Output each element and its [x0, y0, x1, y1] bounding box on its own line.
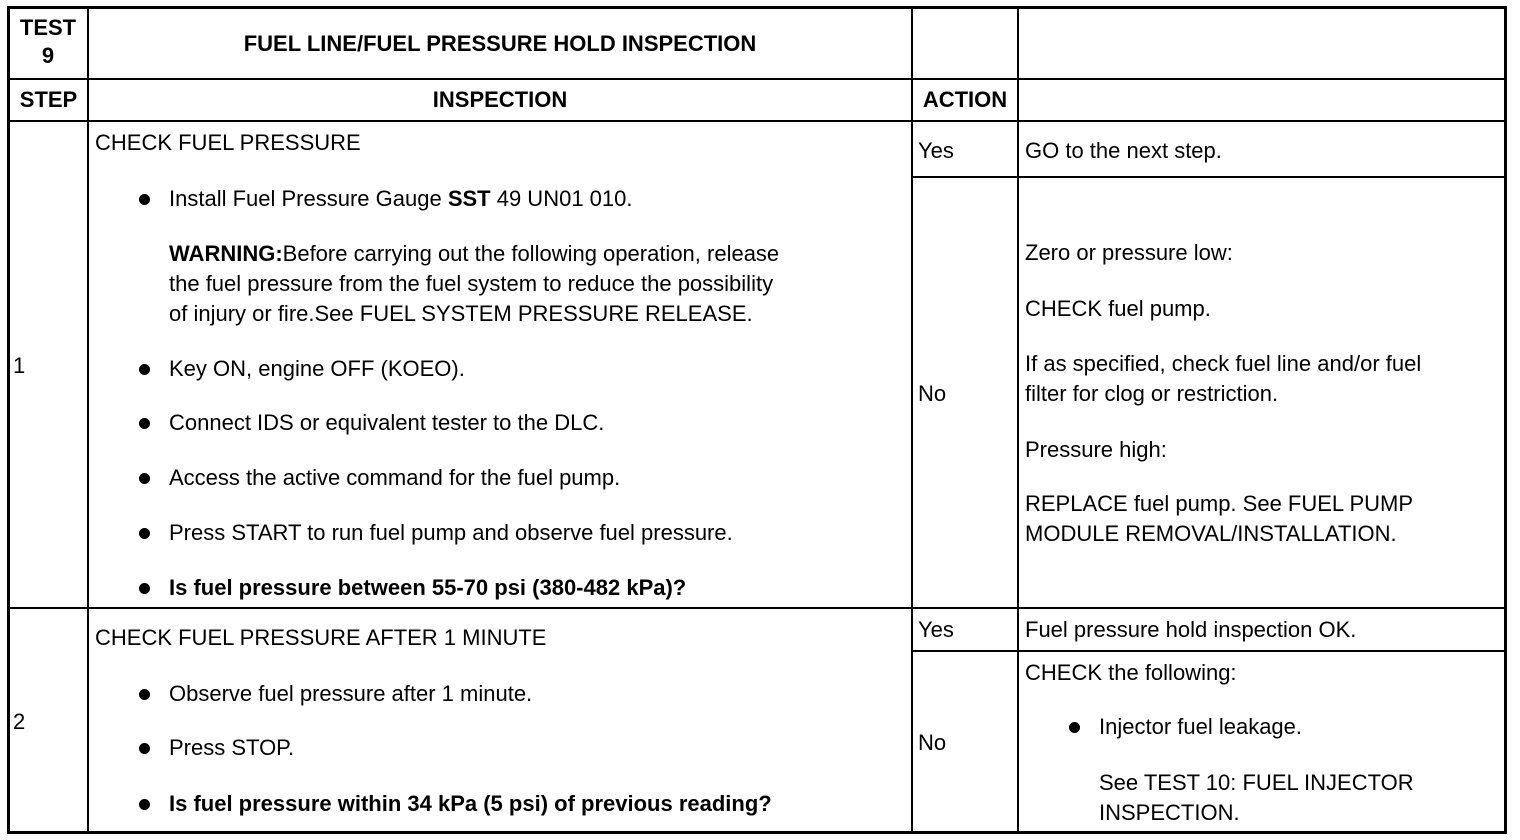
- col-header-action: ACTION: [922, 87, 1008, 112]
- col-header-step: STEP: [19, 87, 78, 112]
- inspection-instruction: Connect IDS or equivalent tester to the DLC.: [169, 410, 605, 435]
- action-no-text: Pressure high:: [1025, 437, 1167, 462]
- table-border-right: [1504, 6, 1507, 834]
- test-label: TEST: [19, 15, 77, 40]
- table-border-left: [7, 6, 10, 834]
- action-no-text: REPLACE fuel pump. See FUEL PUMP: [1025, 491, 1414, 516]
- action-no-text: filter for clog or restriction.: [1025, 381, 1279, 406]
- test-number: 9: [41, 43, 55, 68]
- bullet-icon: [139, 418, 150, 429]
- col-divider: [87, 6, 89, 834]
- col-divider: [1017, 6, 1019, 834]
- step-title: CHECK FUEL PRESSURE AFTER 1 MINUTE: [95, 625, 547, 650]
- row-divider: [912, 650, 1507, 652]
- row-divider: [7, 607, 1507, 609]
- action-no-text: INSPECTION.: [1099, 800, 1240, 825]
- action-no-text: See TEST 10: FUEL INJECTOR: [1099, 770, 1414, 795]
- action-no-text: CHECK the following:: [1025, 660, 1237, 685]
- warning-text: the fuel pressure from the fuel system to reduce the possibility: [169, 271, 774, 296]
- bullet-icon: [139, 743, 150, 754]
- bullet-icon: [139, 689, 150, 700]
- warning-text: WARNING:Before carrying out the following operation, release: [169, 241, 780, 266]
- warning-text: of injury or fire.See FUEL SYSTEM PRESSURE RELEASE.: [169, 301, 753, 326]
- bullet-icon: [139, 473, 150, 484]
- action-yes-text: Fuel pressure hold inspection OK.: [1025, 617, 1357, 642]
- action-yes-label: Yes: [918, 617, 954, 642]
- bullet-icon: [139, 528, 150, 539]
- action-yes-text: GO to the next step.: [1025, 138, 1222, 163]
- col-header-inspection: INSPECTION: [432, 87, 568, 112]
- table-border-top: [7, 6, 1507, 9]
- action-no-text: Zero or pressure low:: [1025, 240, 1233, 265]
- bullet-icon: [1069, 722, 1080, 733]
- row-divider: [7, 78, 1507, 80]
- bullet-icon: [139, 583, 150, 594]
- step-number: 2: [13, 709, 26, 734]
- row-divider: [7, 120, 1507, 122]
- action-yes-label: Yes: [918, 138, 954, 163]
- bullet-icon: [139, 364, 150, 375]
- inspection-instruction: Press START to run fuel pump and observe fuel pressure.: [169, 520, 733, 545]
- inspection-instruction: Install Fuel Pressure Gauge SST 49 UN01 010.: [169, 186, 633, 211]
- inspection-instruction: Access the active command for the fuel pump.: [169, 465, 621, 490]
- inspection-question: Is fuel pressure within 34 kPa (5 psi) of previous reading?: [169, 791, 772, 816]
- step-number: 1: [13, 353, 26, 378]
- action-no-bullet: Injector fuel leakage.: [1099, 714, 1303, 739]
- row-divider: [912, 176, 1507, 178]
- action-no-text: MODULE REMOVAL/INSTALLATION.: [1025, 521, 1397, 546]
- bullet-icon: [139, 799, 150, 810]
- inspection-instruction: Press STOP.: [169, 735, 295, 760]
- step-title: CHECK FUEL PRESSURE: [95, 130, 361, 155]
- action-no-text: CHECK fuel pump.: [1025, 296, 1211, 321]
- action-no-label: No: [918, 730, 947, 755]
- inspection-instruction: Key ON, engine OFF (KOEO).: [169, 356, 465, 381]
- table-border-bottom: [7, 831, 1507, 834]
- action-no-text: If as specified, check fuel line and/or fuel: [1025, 351, 1422, 376]
- bullet-icon: [139, 194, 150, 205]
- col-divider: [911, 6, 913, 834]
- action-no-label: No: [918, 381, 947, 406]
- inspection-question: Is fuel pressure between 55-70 psi (380-482 kPa)?: [169, 575, 687, 600]
- test-title: FUEL LINE/FUEL PRESSURE HOLD INSPECTION: [243, 31, 757, 56]
- inspection-instruction: Observe fuel pressure after 1 minute.: [169, 681, 533, 706]
